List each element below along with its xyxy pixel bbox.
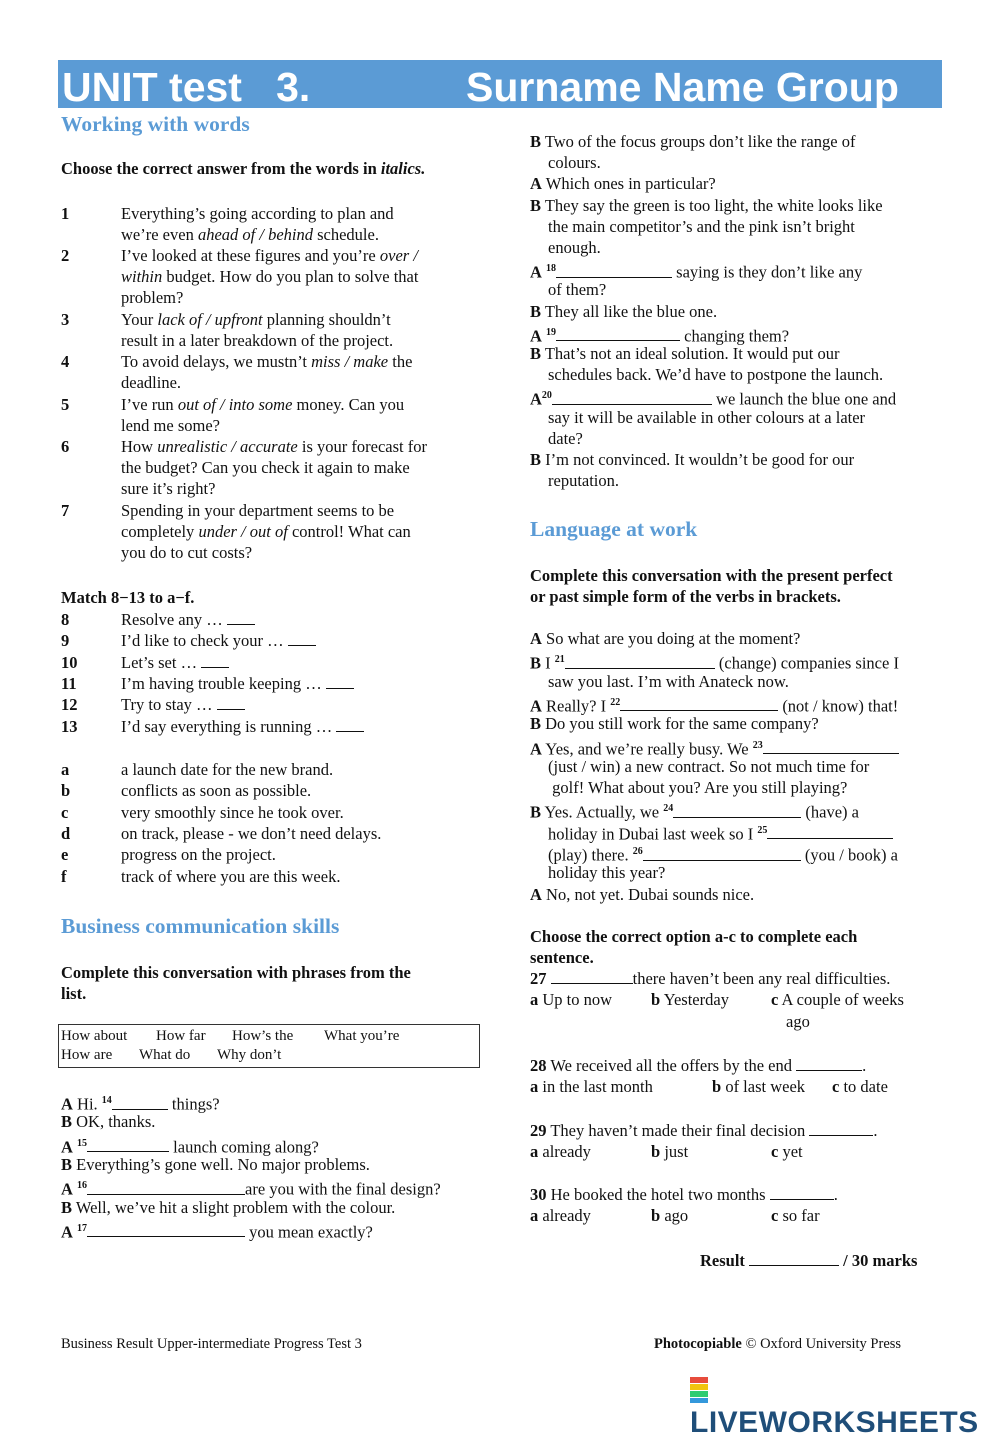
- conversation-line: A $^{16}$ are you with the final design?: [61, 1179, 441, 1199]
- conversation-line: date?: [548, 428, 583, 448]
- option-30a[interactable]: a already: [530, 1206, 591, 1225]
- match-instruction: Match 8−13 to a−f.: [61, 588, 195, 607]
- conversation-line: B Well, we’ve hit a slight problem with the colour.: [61, 1197, 396, 1217]
- match-question-11: I’m having trouble keeping …: [121, 673, 354, 694]
- match-blank-12[interactable]: [217, 695, 245, 710]
- vocab-question-3: Your lack of / upfront planning shouldn’t result in a later breakdown of the project.: [121, 310, 394, 350]
- match-question-13: I’d say everything is running …: [121, 716, 364, 737]
- option-30b[interactable]: b ago: [651, 1206, 689, 1225]
- answer-option-a: a launch date for the new brand.: [121, 760, 334, 779]
- question-27: 27 there haven’t been any real difficulties.: [530, 969, 891, 988]
- vocab-question-7: Spending in your department seems to be completely under / out of control! What can you do to cut costs?: [121, 501, 411, 562]
- conversation-line: saw you last. I’m with Anateck now.: [548, 671, 789, 691]
- conversation-line: A $^{19}$ changing them?: [530, 326, 790, 346]
- answer-blank-18[interactable]: [556, 263, 672, 278]
- answer-option-b: conflicts as soon as possible.: [121, 781, 312, 801]
- match-blank-13[interactable]: [336, 717, 364, 732]
- match-question-8: Resolve any …: [121, 609, 255, 630]
- conversation-line: (play) there. $^{26}$ (you / book) a: [548, 845, 898, 865]
- conversation-line: B I $^{21}$ (change) companies since I: [530, 653, 899, 673]
- conversation-line: B They say the green is too light, the white looks like: [530, 195, 883, 215]
- footer-course: Business Result Upper-intermediate Progress Test 3: [61, 1336, 362, 1352]
- phrase-box: [58, 1024, 480, 1068]
- phrase: How far: [156, 1028, 206, 1044]
- footer-copyright: Photocopiable © Oxford University Press: [654, 1336, 902, 1352]
- conversation-line: say it will be available in other colours at a later: [548, 407, 866, 427]
- conversation-line: B Two of the focus groups don’t like the range of: [530, 132, 856, 151]
- answer-blank-30[interactable]: [770, 1185, 834, 1200]
- answer-blank-22[interactable]: [620, 696, 778, 711]
- answer-option-c: very smoothly since he took over.: [121, 802, 344, 822]
- conversation-line: colours.: [548, 153, 601, 173]
- option-27a[interactable]: a Up to now: [530, 990, 613, 1009]
- conversation-line: enough.: [548, 238, 601, 257]
- section-heading-business-communication: Business communication skills: [61, 914, 340, 938]
- option-29c[interactable]: c yet: [771, 1142, 803, 1161]
- conversation-line: schedules back. We’d have to postpone the launch.: [548, 365, 884, 385]
- conversation-line: A Hi. $^{14}$ things?: [61, 1094, 220, 1114]
- question-number: 5: [61, 395, 70, 414]
- match-blank-9[interactable]: [288, 631, 316, 646]
- match-number: 12: [61, 695, 78, 715]
- answer-blank-26[interactable]: [643, 846, 801, 861]
- match-blank-10[interactable]: [201, 653, 229, 668]
- phrase: How’s the: [232, 1028, 294, 1044]
- phrase: Why don’t: [217, 1047, 282, 1063]
- conversation-line: reputation.: [548, 471, 620, 491]
- question-number: 2: [61, 246, 70, 265]
- option-30c[interactable]: c so far: [771, 1206, 820, 1225]
- option-27b[interactable]: b Yesterday: [651, 990, 729, 1009]
- question-30: 30 He booked the hotel two months .: [530, 1185, 838, 1204]
- match-question-10: Let’s set …: [121, 652, 229, 673]
- answer-option-f: track of where you are this week.: [121, 866, 341, 886]
- liveworksheets-icon: [690, 1377, 708, 1403]
- conversation-line: A Yes, and we’re really busy. We $^{23}$: [530, 735, 899, 760]
- title-banner: [58, 60, 942, 108]
- conversation-line: B Do you still work for the same company?: [530, 714, 819, 734]
- match-number: 13: [61, 716, 78, 736]
- section-heading-language-at-work: Language at work: [530, 517, 698, 541]
- match-number: 8: [61, 610, 70, 629]
- match-question-12: Try to stay …: [121, 694, 245, 715]
- conversation-line: A So what are you doing at the moment?: [530, 629, 801, 648]
- result-line: Result / 30 marks: [700, 1251, 918, 1270]
- answer-blank-28[interactable]: [796, 1056, 862, 1071]
- question-number: 4: [61, 352, 70, 371]
- conversation-line: holiday in Dubai last week so I $^{25}$: [548, 820, 893, 845]
- answer-blank-24[interactable]: [673, 803, 801, 818]
- conversation-line: $A^{20}$ we launch the blue one and: [530, 389, 897, 409]
- answer-letter: e: [61, 845, 69, 865]
- answer-blank-27[interactable]: [551, 969, 633, 984]
- instruction-options: Choose the correct option a-c to complete each sentence.: [530, 927, 858, 967]
- conversation-line: (just / win) a new contract. So not much time for: [548, 756, 870, 776]
- conversation-line: A $^{18}$ saying is they don’t like any: [530, 262, 863, 282]
- answer-blank-25[interactable]: [767, 824, 893, 839]
- option-28b[interactable]: b of last week: [712, 1077, 806, 1096]
- answer-option-d: on track, please - we don’t need delays.: [121, 823, 382, 843]
- answer-option-e: progress on the project.: [121, 845, 276, 865]
- instruction-italics: Choose the correct answer from the words in italics.: [61, 159, 426, 178]
- match-number: 11: [61, 673, 77, 693]
- phrase: What do: [139, 1047, 191, 1063]
- answer-blank-16[interactable]: [87, 1180, 245, 1195]
- answer-letter: d: [61, 823, 71, 843]
- conversation-line: A $^{17}$ you mean exactly?: [61, 1222, 373, 1242]
- option-28c[interactable]: c to date: [832, 1077, 888, 1096]
- conversation-line: A Really? I $^{22}$ (not / know) that!: [530, 696, 899, 716]
- conversation-line: B They all like the blue one.: [530, 301, 718, 321]
- conversation-line: A Which ones in particular?: [530, 174, 716, 194]
- conversation-line: B Yes. Actually, we $^{24}$ (have) a: [530, 802, 859, 822]
- vocab-question-1: Everything’s going according to plan and we’re even ahead of / behind schedule.: [121, 204, 394, 244]
- section-heading-working-with-words: Working with words: [61, 112, 250, 136]
- student-fields: Surname Name Group: [466, 64, 899, 110]
- answer-blank-23[interactable]: [763, 739, 899, 754]
- answer-letter: c: [61, 802, 69, 822]
- vocab-question-2: I’ve looked at these figures and you’re over / within budget. How do you plan to solve that problem?: [121, 246, 419, 307]
- question-28: 28 We received all the offers by the end .: [530, 1056, 867, 1075]
- phrase: How about: [61, 1028, 128, 1044]
- question-number: 1: [61, 204, 70, 223]
- option-28a[interactable]: a in the last month: [530, 1077, 653, 1096]
- option-29a[interactable]: a already: [530, 1142, 591, 1161]
- option-29b[interactable]: b just: [651, 1142, 689, 1161]
- conversation-line: the main competitor’s and the pink isn’t bright: [548, 216, 855, 236]
- match-number: 9: [61, 631, 70, 651]
- conversation-line: of them?: [548, 280, 607, 300]
- option-27c[interactable]: c A couple of weeks: [771, 990, 904, 1009]
- answer-blank-21[interactable]: [565, 654, 715, 669]
- vocab-question-6: How unrealistic / accurate is your forecast for the budget? Can you check it again to make sure it’s right?: [121, 437, 427, 498]
- question-number: 7: [61, 501, 70, 520]
- conversation-line: A No, not yet. Dubai sounds nice.: [530, 884, 755, 904]
- instruction-phrases: Complete this conversation with phrases from the list.: [61, 963, 411, 1003]
- answer-blank-20[interactable]: [552, 390, 712, 405]
- result-blank[interactable]: [749, 1251, 839, 1266]
- liveworksheets-logo: LIVEWORKSHEETS: [690, 1372, 1000, 1440]
- vocab-question-4: To avoid delays, we mustn’t miss / make the deadline.: [121, 352, 413, 392]
- phrase: How are: [61, 1047, 113, 1063]
- answer-letter: b: [61, 781, 71, 801]
- match-blank-11[interactable]: [326, 674, 354, 689]
- conversation-line: B Everything’s gone well. No major problems.: [61, 1154, 370, 1174]
- match-number: 10: [61, 652, 78, 672]
- answer-blank-17[interactable]: [87, 1222, 245, 1237]
- conversation-line: holiday this year?: [548, 863, 666, 883]
- phrase: What you’re: [324, 1028, 400, 1044]
- answer-blank-29[interactable]: [809, 1121, 873, 1136]
- conversation-line: golf! What about you? Are you still playing?: [548, 778, 848, 798]
- answer-blank-15[interactable]: [87, 1137, 169, 1152]
- answer-letter: a: [61, 760, 70, 779]
- answer-blank-19[interactable]: [556, 326, 680, 341]
- answer-letter: f: [61, 866, 67, 886]
- conversation-line: B OK, thanks.: [61, 1112, 156, 1132]
- unit-title: UNIT test 3.: [62, 64, 311, 110]
- instruction-verbs: Complete this conversation with the present perfect or past simple form of the verbs in brackets.: [530, 566, 893, 606]
- match-question-9: I’d like to check your …: [121, 630, 316, 651]
- question-number: 6: [61, 437, 70, 456]
- question-number: 3: [61, 310, 70, 329]
- question-29: 29 They haven’t made their final decision .: [530, 1121, 878, 1140]
- vocab-question-5: I’ve run out of / into some money. Can you lend me some?: [121, 395, 405, 435]
- conversation-line: A $^{15}$ launch coming along?: [61, 1137, 319, 1157]
- conversation-line: B That’s not an ideal solution. It would put our: [530, 344, 840, 363]
- option-27c-cont: ago: [786, 1012, 810, 1031]
- conversation-line: B I’m not convinced. It wouldn’t be good for our: [530, 450, 855, 469]
- match-blank-8[interactable]: [227, 610, 255, 625]
- answer-blank-14[interactable]: [112, 1095, 168, 1110]
